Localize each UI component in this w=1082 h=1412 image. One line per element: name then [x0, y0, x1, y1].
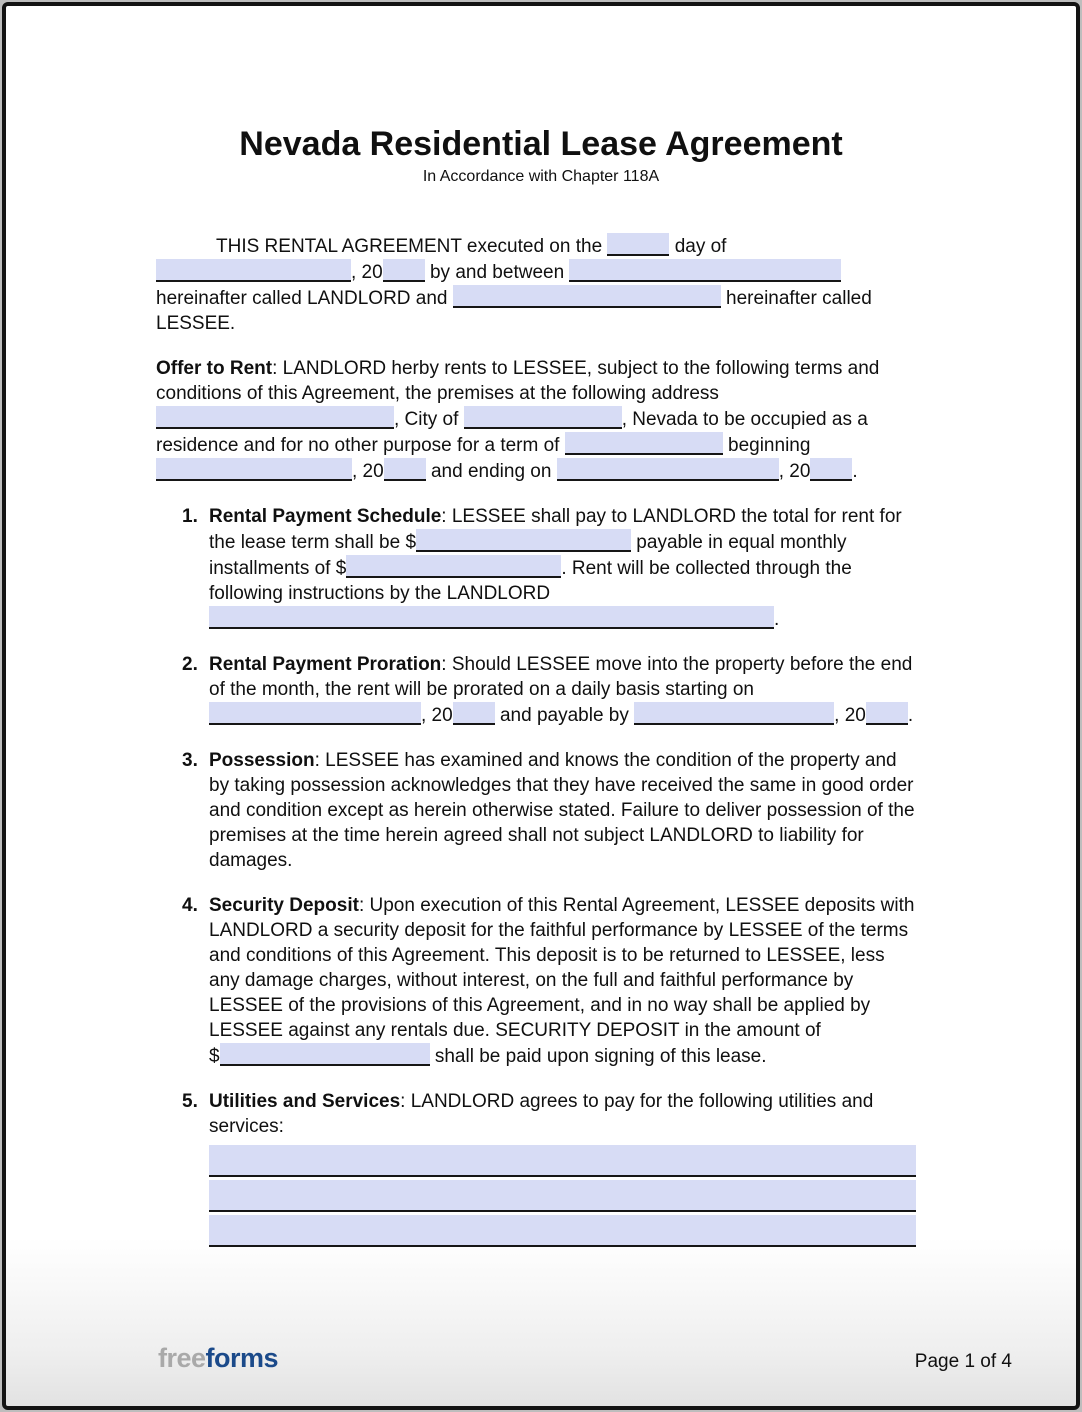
page-subtitle: In Accordance with Chapter 118A: [422, 168, 660, 185]
start-date-field[interactable]: [156, 458, 352, 481]
intro-text: hereinafter called LESSEE.: [156, 288, 872, 334]
offer-text: beginning: [722, 435, 811, 456]
offer-text: .: [852, 461, 858, 482]
execution-month-field[interactable]: [156, 259, 351, 282]
logo-forms-text: forms: [205, 1343, 279, 1373]
clause-text: .: [774, 609, 780, 630]
security-deposit-amount-field[interactable]: [220, 1043, 430, 1066]
execution-day-field[interactable]: [607, 233, 669, 256]
start-year-field[interactable]: [384, 458, 426, 481]
end-date-field[interactable]: [557, 458, 779, 481]
page-number: Page 1 of 4: [914, 1351, 1012, 1372]
proration-payable-date-field[interactable]: [634, 702, 834, 725]
document-body: [156, 233, 916, 1247]
monthly-rent-field[interactable]: [346, 555, 561, 578]
intro-text: THIS RENTAL AGREEMENT executed on the: [216, 236, 608, 257]
offer-text: , City of: [394, 409, 464, 430]
clause-text: , 20: [834, 705, 866, 726]
clause-number: 4.: [182, 895, 198, 916]
property-address-field[interactable]: [156, 406, 394, 429]
intro-text: , 20: [351, 262, 383, 283]
clause-text: : LESSEE has examined and knows the condition of the property and by taking possession acknowledges that they have received the same in good order and condition except as herein otherwise stated. Failure to deliver possession of the premises at the time herein agreed shall not subject LANDLORD to liability for damages.: [209, 750, 915, 871]
payment-instructions-field[interactable]: [209, 606, 774, 629]
clause-rental-payment-schedule: [156, 504, 916, 632]
clause-lead: Possession: [209, 750, 315, 771]
proration-payable-year-field[interactable]: [866, 702, 908, 725]
clause-text: payable in equal monthly installments of: [209, 532, 847, 579]
clause-text: shall be paid upon signing of this lease.: [429, 1046, 767, 1067]
intro-text: by and between: [424, 262, 570, 283]
dollar-sign: $: [209, 1046, 220, 1067]
logo-free-text: free: [158, 1343, 206, 1373]
clause-number: 5.: [182, 1091, 198, 1112]
offer-text: and ending on: [425, 461, 557, 482]
document-page: [2, 2, 1080, 1410]
utilities-line-3-field[interactable]: [209, 1215, 916, 1247]
utilities-fields: [209, 1145, 916, 1247]
offer-to-rent-paragraph: [156, 356, 916, 484]
offer-text: : LANDLORD herby rents to LESSEE, subject to the following terms and conditions of this Agreement, the premises at the following address: [156, 358, 880, 404]
dollar-sign: $: [405, 532, 417, 553]
utilities-line-2-field[interactable]: [209, 1180, 916, 1212]
freeforms-logo: [158, 1343, 278, 1374]
clause-text: : LESSEE shall pay to LANDLORD the total for rent for the lease term shall be: [209, 506, 902, 553]
clause-number: 1.: [182, 506, 198, 527]
clause-security-deposit: [156, 893, 916, 1069]
clause-lead: Rental Payment Proration: [209, 654, 442, 675]
clause-lead: Rental Payment Schedule: [209, 506, 442, 527]
clause-rental-payment-proration: [156, 652, 916, 728]
intro-paragraph: [156, 233, 916, 336]
proration-start-year-field[interactable]: [453, 702, 495, 725]
intro-text: hereinafter called LANDLORD and: [156, 288, 453, 309]
dollar-sign: $: [335, 558, 347, 579]
city-field[interactable]: [464, 406, 622, 429]
clause-text: and payable by: [494, 705, 635, 726]
clause-lead: Security Deposit: [209, 895, 359, 916]
offer-text: , 20: [352, 461, 384, 482]
offer-text: , 20: [778, 461, 811, 482]
landlord-name-field[interactable]: [569, 259, 841, 282]
clause-number: 3.: [182, 750, 198, 771]
execution-year-field[interactable]: [383, 259, 425, 282]
clause-text: : LANDLORD agrees to pay for the following utilities and services:: [209, 1091, 874, 1137]
clause-text: , 20: [421, 705, 453, 726]
term-length-field[interactable]: [565, 432, 723, 455]
total-rent-field[interactable]: [416, 529, 631, 552]
clause-possession: [156, 748, 916, 873]
clause-lead: Utilities and Services: [209, 1091, 401, 1112]
offer-text: , Nevada to be occupied as a residence and for no other purpose for a term of: [156, 409, 868, 456]
page-title: Nevada Residential Lease Agreement: [239, 125, 843, 163]
clause-text: . Rent will be collected through the following instructions by the LANDLORD: [209, 558, 852, 604]
clause-list: [156, 504, 916, 1247]
clause-text: : Upon execution of this Rental Agreement, LESSEE deposits with LANDLORD a security deposit for the faithful performance by LESSEE of the terms and conditions of this Agreement. This deposit is to be returned to LESSEE, less any damage charges, without interest, on the full and faithful performance by LESSEE of the provisions of this Agreement, and in no way shall be applied by LESSEE against any rentals due. SECURITY DEPOSIT in the amount of: [209, 895, 915, 1041]
end-year-field[interactable]: [810, 458, 852, 481]
offer-lead: Offer to Rent: [156, 358, 273, 379]
clause-text: .: [907, 705, 914, 726]
clause-text: : Should LESSEE move into the property before the end of the month, the rent will be prorated on a daily basis starting on: [209, 654, 913, 700]
clause-number: 2.: [182, 654, 198, 675]
lessee-name-field[interactable]: [453, 285, 721, 308]
intro-text: day of: [669, 236, 727, 257]
proration-start-date-field[interactable]: [209, 702, 421, 725]
page-footer: [158, 1343, 1012, 1374]
utilities-line-1-field[interactable]: [209, 1145, 916, 1177]
clause-utilities-and-services: [156, 1089, 916, 1247]
